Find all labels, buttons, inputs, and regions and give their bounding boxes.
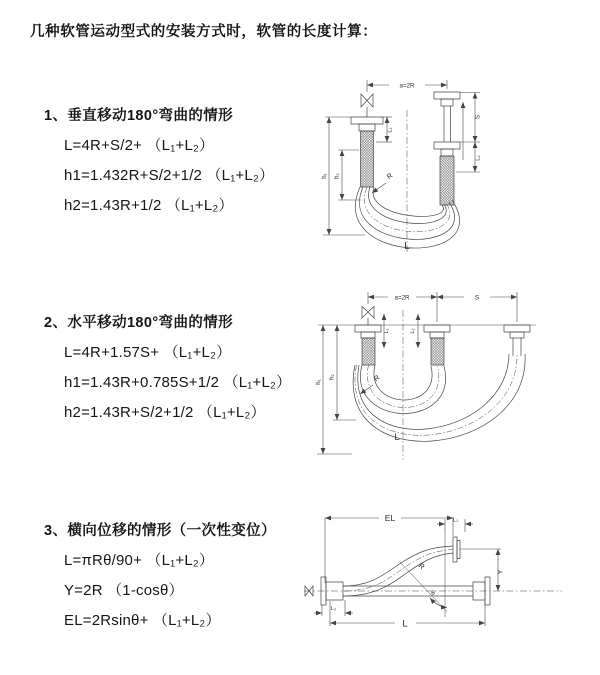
d1-pipework — [351, 92, 460, 254]
section-3-formula-L: L=πRθ/90+ （L₁+L₂） — [64, 552, 215, 569]
flange — [434, 92, 460, 99]
braided-hose — [431, 338, 444, 365]
flange-neck — [361, 332, 375, 338]
diagram-vertical-180-bend — [315, 72, 595, 262]
dim-label-h1: h₁ — [316, 379, 322, 385]
d2-dimensions — [317, 292, 536, 454]
flange-neck — [441, 149, 453, 156]
section-2-formula-h1: h1=1.43R+0.785S+1/2 （L₁+L₂） — [64, 374, 292, 391]
radius-label: R — [384, 170, 395, 182]
section-3-formula-EL: EL=2Rsinθ+ （L₁+L₂） — [64, 612, 221, 629]
flange-neck — [430, 332, 444, 338]
flange — [351, 117, 383, 124]
flange-neck — [359, 124, 375, 131]
dim-label-s: S — [474, 294, 480, 302]
dim-label-a2r: a=2R — [399, 82, 415, 90]
braided-hose — [361, 131, 374, 187]
section-2-formula-h2: h2=1.43R+S/2+1/2 （L₁+L₂） — [64, 404, 266, 421]
flange — [355, 325, 381, 332]
hose-wall — [343, 546, 453, 586]
d3-labels — [331, 513, 505, 630]
dim-label-h2: h₂ — [334, 173, 341, 179]
diagram-lateral-displacement — [300, 505, 600, 660]
dim-label-el: EL — [384, 513, 396, 523]
length-label: L — [404, 241, 410, 252]
length-label: L — [394, 432, 400, 443]
d2-pipework — [353, 307, 530, 461]
hose-arc — [373, 187, 443, 216]
d1-labels — [322, 83, 482, 253]
flange — [434, 142, 460, 149]
flange-neck — [510, 332, 524, 338]
dim-label-h2: h₂ — [329, 374, 336, 380]
valve-icon — [361, 94, 373, 117]
section-2-heading: 2、水平移动180°弯曲的情形 — [44, 315, 234, 331]
flange — [504, 325, 530, 332]
dim-label-y: Y — [497, 569, 505, 575]
valve-icon — [362, 307, 374, 326]
dim-label-a2r: a=2R — [394, 294, 410, 302]
section-3-heading: 3、横向位移的情形（一次性变位） — [44, 523, 276, 539]
angle-label: θ — [431, 590, 435, 597]
flange — [424, 325, 450, 332]
d2-labels — [316, 295, 480, 443]
section-2-formula-L: L=4R+1.57S+ （L₁+L₂） — [64, 344, 232, 361]
dim-label-l1: L₁ — [453, 517, 458, 524]
braided-hose — [440, 156, 454, 205]
dim-label-s: S — [474, 114, 482, 120]
radius-label: R — [371, 372, 382, 384]
dim-label-l2: L₂ — [410, 328, 416, 334]
dim-label-h1: h₁ — [322, 173, 328, 179]
section-1-formula-h2: h2=1.43R+1/2 （L₁+L₂） — [64, 197, 234, 214]
page-title: 几种软管运动型式的安装方式时，软管的长度计算： — [30, 24, 378, 40]
section-1-heading: 1、垂直移动180°弯曲的情形 — [44, 108, 234, 124]
flange — [453, 537, 457, 562]
dim-label-l2: L₂ — [330, 606, 337, 612]
section-3-formula-Y: Y=2R （1-cosθ） — [64, 582, 184, 599]
length-label: L — [402, 618, 408, 630]
section-1-formula-L: L=4R+S/2+ （L₁+L₂） — [64, 137, 215, 154]
dim-label-l2: L₂ — [475, 155, 482, 161]
braided-hose — [362, 338, 375, 365]
hose-arc — [353, 354, 525, 441]
dim-label-l1: L₁ — [387, 127, 394, 133]
flange — [457, 541, 460, 559]
dim-label-l1: L₁ — [384, 328, 390, 334]
diagram-horizontal-180-bend — [310, 282, 598, 467]
flange-neck — [441, 99, 453, 106]
d1-dimensions — [323, 80, 480, 235]
hose-centerline — [355, 354, 517, 435]
radius-label: R — [416, 561, 427, 572]
section-1-formula-h1: h1=1.432R+S/2+1/2 （L₁+L₂） — [64, 167, 275, 184]
